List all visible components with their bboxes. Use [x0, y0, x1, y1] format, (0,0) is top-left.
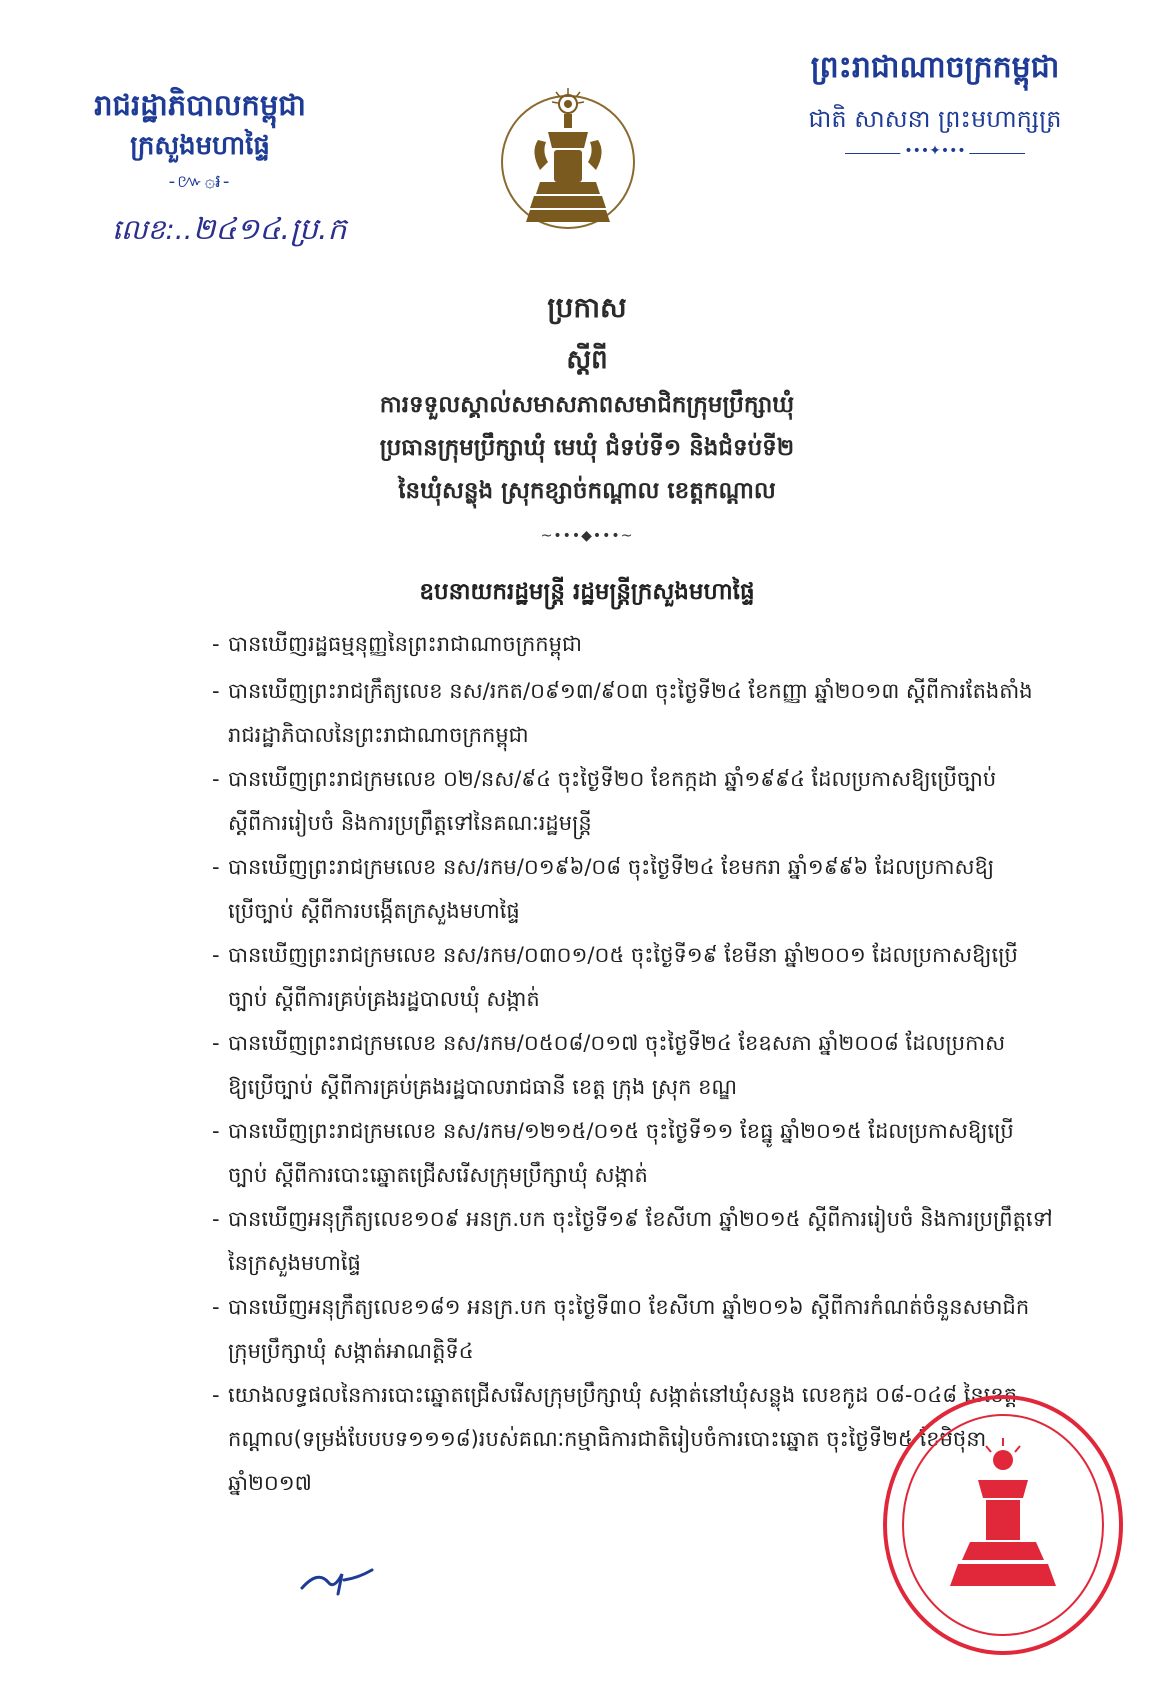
clause-item: - បានឃើញអនុក្រឹត្យលេខ១០៩ អនក្រ.បក ចុះថ្ងៃទី១៩ ខែសីហា ឆ្នាំ២០១៥ ស្តីពីការរៀបចំ និងការប្រព្រឹត្តទៅ នៃក្រសួងមហាផ្ទៃ: [228, 1197, 1108, 1285]
national-motto: ជាតិ សាសនា ព្រះមហាក្សត្រ: [808, 105, 1062, 133]
reference-prefix: លេខ:..: [112, 213, 193, 246]
clause-line: បានឃើញព្រះរាជក្រមលេខ នស/រកម/០៥០៨/០១៧ ចុះថ្ងៃទី២៤ ខែឧសភា ឆ្នាំ២០០៨ ដែលប្រកាស: [228, 1031, 1006, 1055]
header-right: [770, 48, 1100, 159]
clause-item: - បានឃើញព្រះរាជក្រមលេខ នស/រកម/០១៩៦/០៨ ចុះថ្ងៃទី២៤ ខែមករា ឆ្នាំ១៩៩៦ ដែលប្រកាសឱ្យ ប្រើច្បាប់ ស្តីពីការបង្កើតក្រសួងមហាផ្ទៃ: [228, 845, 1108, 933]
issuing-authority: ឧបនាយករដ្ឋមន្ត្រី រដ្ឋមន្ត្រីក្រសួងមហាផ្ទៃ: [419, 579, 755, 605]
clause-line: បានឃើញអនុក្រឹត្យលេខ១០៩ អនក្រ.បក ចុះថ្ងៃទី១៩ ខែសីហា ឆ្នាំ២០១៥ ស្តីពីការរៀបចំ និងការប្រព្រឹត្តទៅ: [228, 1207, 1053, 1231]
document-titles: [0, 290, 1174, 544]
document-type: ប្រកាស: [547, 291, 627, 324]
clause-line: បានឃើញព្រះរាជក្រមលេខ នស/រកម/០៣០១/០៥ ចុះថ្ងៃទី១៩ ខែមីនា ឆ្នាំ២០០១ ដែលប្រកាសឱ្យប្រើ: [228, 943, 1018, 967]
reference-number: [112, 210, 347, 254]
clause-line: បានឃើញព្រះរាជក្រមលេខ ០២/នស/៩៤ ចុះថ្ងៃទី២០ ខែកក្កដា ឆ្នាំ១៩៩៤ ដែលប្រកាសឱ្យប្រើច្បាប់: [228, 767, 997, 791]
header-right-ornament: •••✦•••: [900, 143, 969, 159]
ministry-name: ក្រសួងមហាផ្ទៃ: [130, 130, 270, 161]
clause-item: - បានឃើញព្រះរាជក្រមលេខ នស/រកម/០៣០១/០៥ ចុះថ្ងៃទី១៩ ខែមីនា ឆ្នាំ២០០១ ដែលប្រកាសឱ្យប្រើ ច្បាប់ ស្តីពីការគ្រប់គ្រងរដ្ឋបាលឃុំ សង្កាត់: [228, 933, 1108, 1021]
subject-line-3: នៃឃុំសន្លុង ស្រុកខ្សាច់កណ្តាល ខេត្តកណ្តាល: [398, 478, 776, 504]
signature-mark-icon: [298, 1560, 378, 1600]
clause-line: បានឃើញព្រះរាជក្រមលេខ នស/រកម/១២១៥/០១៥ ចុះថ្ងៃទី១១ ខែធ្នូ ឆ្នាំ២០១៥ ដែលប្រកាសឱ្យប្រើ: [228, 1119, 1014, 1143]
clause-line: ច្បាប់ ស្តីពីការបោះឆ្នោតជ្រើសរើសក្រុមប្រឹក្សាឃុំ សង្កាត់: [228, 1163, 648, 1187]
clause-line: នៃក្រសួងមហាផ្ទៃ: [228, 1251, 361, 1275]
clause-item: - បានឃើញព្រះរាជក្រឹត្យលេខ នស/រកត/០៩១៣/៩០៣ ចុះថ្ងៃទី២៤ ខែកញ្ញា ឆ្នាំ២០១៣ ស្តីពីការតែងតាំង រាជរដ្ឋាភិបាលនៃព្រះរាជាណាចក្រកម្ពុជា: [228, 669, 1108, 757]
clause-line: ក្រុមប្រឹក្សាឃុំ សង្កាត់អាណត្តិទី៤: [228, 1339, 474, 1363]
clause-line: បានឃើញព្រះរាជក្រឹត្យលេខ នស/រកត/០៩១៣/៩០៣ ចុះថ្ងៃទី២៤ ខែកញ្ញា ឆ្នាំ២០១៣ ស្តីពីការតែងតាំង: [228, 679, 1033, 703]
subject-line-1: ការទទួលស្គាល់សមាសភាពសមាជិកក្រុមប្រឹក្សាឃុំ: [379, 392, 795, 418]
clause-line: ឆ្នាំ២០១៧: [228, 1471, 312, 1495]
clause-line: ស្តីពីការរៀបចំ និងការប្រព្រឹត្តទៅនៃគណៈរដ្ឋមន្ត្រី: [228, 811, 592, 835]
kingdom-name: ព្រះរាជាណាចក្រកម្ពុជា: [810, 50, 1060, 85]
subject-line-2: ប្រធានក្រុមប្រឹក្សាឃុំ មេឃុំ ជំទប់ទី១ និងជំទប់ទី២: [379, 435, 795, 461]
preamble-clauses: [212, 622, 1108, 1505]
clause-line: ច្បាប់ ស្តីពីការគ្រប់គ្រងរដ្ឋបាលឃុំ សង្កាត់: [228, 987, 540, 1011]
clause-line: បានឃើញរដ្ឋធម្មនុញ្ញនៃព្រះរាជាណាចក្រកម្ពុជា: [228, 632, 582, 656]
clause-line: បានឃើញអនុក្រឹត្យលេខ១៨១ អនក្រ.បក ចុះថ្ងៃទី៣០ ខែសីហា ឆ្នាំ២០១៦ ស្តីពីការកំណត់ចំនួនសមាជិក: [228, 1295, 1030, 1319]
clause-line: ប្រើច្បាប់ ស្តីពីការបង្កើតក្រសួងមហាផ្ទៃ: [228, 899, 520, 923]
clause-line: ឱ្យប្រើច្បាប់ ស្តីពីការគ្រប់គ្រងរដ្ឋបាលរាជធានី ខេត្ត ក្រុង ស្រុក ខណ្ឌ: [228, 1075, 738, 1099]
title-ornament: ~•••◆•••~: [540, 528, 634, 544]
clause-line: រាជរដ្ឋាភិបាលនៃព្រះរាជាណាចក្រកម្ពុជា: [228, 723, 529, 747]
government-name: រាជរដ្ឋាភិបាលកម្ពុជា: [94, 88, 306, 122]
clause-item: - បានឃើញអនុក្រឹត្យលេខ១៨១ អនក្រ.បក ចុះថ្ងៃទី៣០ ខែសីហា ឆ្នាំ២០១៦ ស្តីពីការកំណត់ចំនួនសមាជិក ក្រុមប្រឹក្សាឃុំ សង្កាត់អាណត្តិទី៤: [228, 1285, 1108, 1373]
header-left-ornament: -៚۞៛-: [168, 170, 232, 192]
clause-line: បានឃើញព្រះរាជក្រមលេខ នស/រកម/០១៩៦/០៨ ចុះថ្ងៃទី២៤ ខែមករា ឆ្នាំ១៩៩៦ ដែលប្រកាសឱ្យ: [228, 855, 995, 879]
clause-line: កណ្តាល(ទម្រង់បែបបទ១១១៨)របស់គណៈកម្មាធិការជាតិរៀបចំការបោះឆ្នោត ចុះថ្ងៃទី២៥ ខែមិថុនា: [228, 1427, 987, 1451]
royal-emblem-icon: [500, 82, 636, 242]
clause-item: - បានឃើញរដ្ឋធម្មនុញ្ញនៃព្រះរាជាណាចក្រកម្ពុជា: [228, 622, 1108, 669]
header-left: [70, 88, 330, 196]
clause-item: - បានឃើញព្រះរាជក្រមលេខ នស/រកម/១២១៥/០១៥ ចុះថ្ងៃទី១១ ខែធ្នូ ឆ្នាំ២០១៥ ដែលប្រកាសឱ្យប្រើ ច្បាប់ ស្តីពីការបោះឆ្នោតជ្រើសរើសក្រុមប្រឹក្សាឃុំ សង្កាត់: [228, 1109, 1108, 1197]
clause-item: - បានឃើញព្រះរាជក្រមលេខ នស/រកម/០៥០៨/០១៧ ចុះថ្ងៃទី២៤ ខែឧសភា ឆ្នាំ២០០៨ ដែលប្រកាស ឱ្យប្រើច្បាប់ ស្តីពីការគ្រប់គ្រងរដ្ឋបាលរាជធានី ខេត្ត ក្រុង ស្រុក ខណ្ឌ: [228, 1021, 1108, 1109]
clause-item: - បានឃើញព្រះរាជក្រមលេខ ០២/នស/៩៤ ចុះថ្ងៃទី២០ ខែកក្កដា ឆ្នាំ១៩៩៤ ដែលប្រកាសឱ្យប្រើច្បាប់ ស្តីពីការរៀបចំ និងការប្រព្រឹត្តទៅនៃគណៈរដ្ឋមន្ត្រី: [228, 757, 1108, 845]
reference-value: ២៤១៤.ប្រ.ក: [192, 212, 347, 247]
document-about: ស្តីពី: [566, 345, 608, 375]
clause-item: - យោងលទ្ធផលនៃការបោះឆ្នោតជ្រើសរើសក្រុមប្រឹក្សាឃុំ សង្កាត់នៅឃុំសន្លុង លេខកូដ ០៨-០៤៨ នៃខេត្ត កណ្តាល(ទម្រង់បែបបទ១១១៨)របស់គណៈកម្មាធិការជាតិរៀបចំការបោះឆ្នោត ចុះថ្ងៃទី២៥ ខែមិថុនា ឆ្នាំ២០១៧: [228, 1373, 1108, 1505]
clause-line: យោងលទ្ធផលនៃការបោះឆ្នោតជ្រើសរើសក្រុមប្រឹក្សាឃុំ សង្កាត់នៅឃុំសន្លុង លេខកូដ ០៨-០៤៨ នៃខេត្ត: [228, 1383, 1018, 1407]
red-seal-icon: [878, 1390, 1128, 1660]
header-right-divider: [845, 143, 1025, 159]
